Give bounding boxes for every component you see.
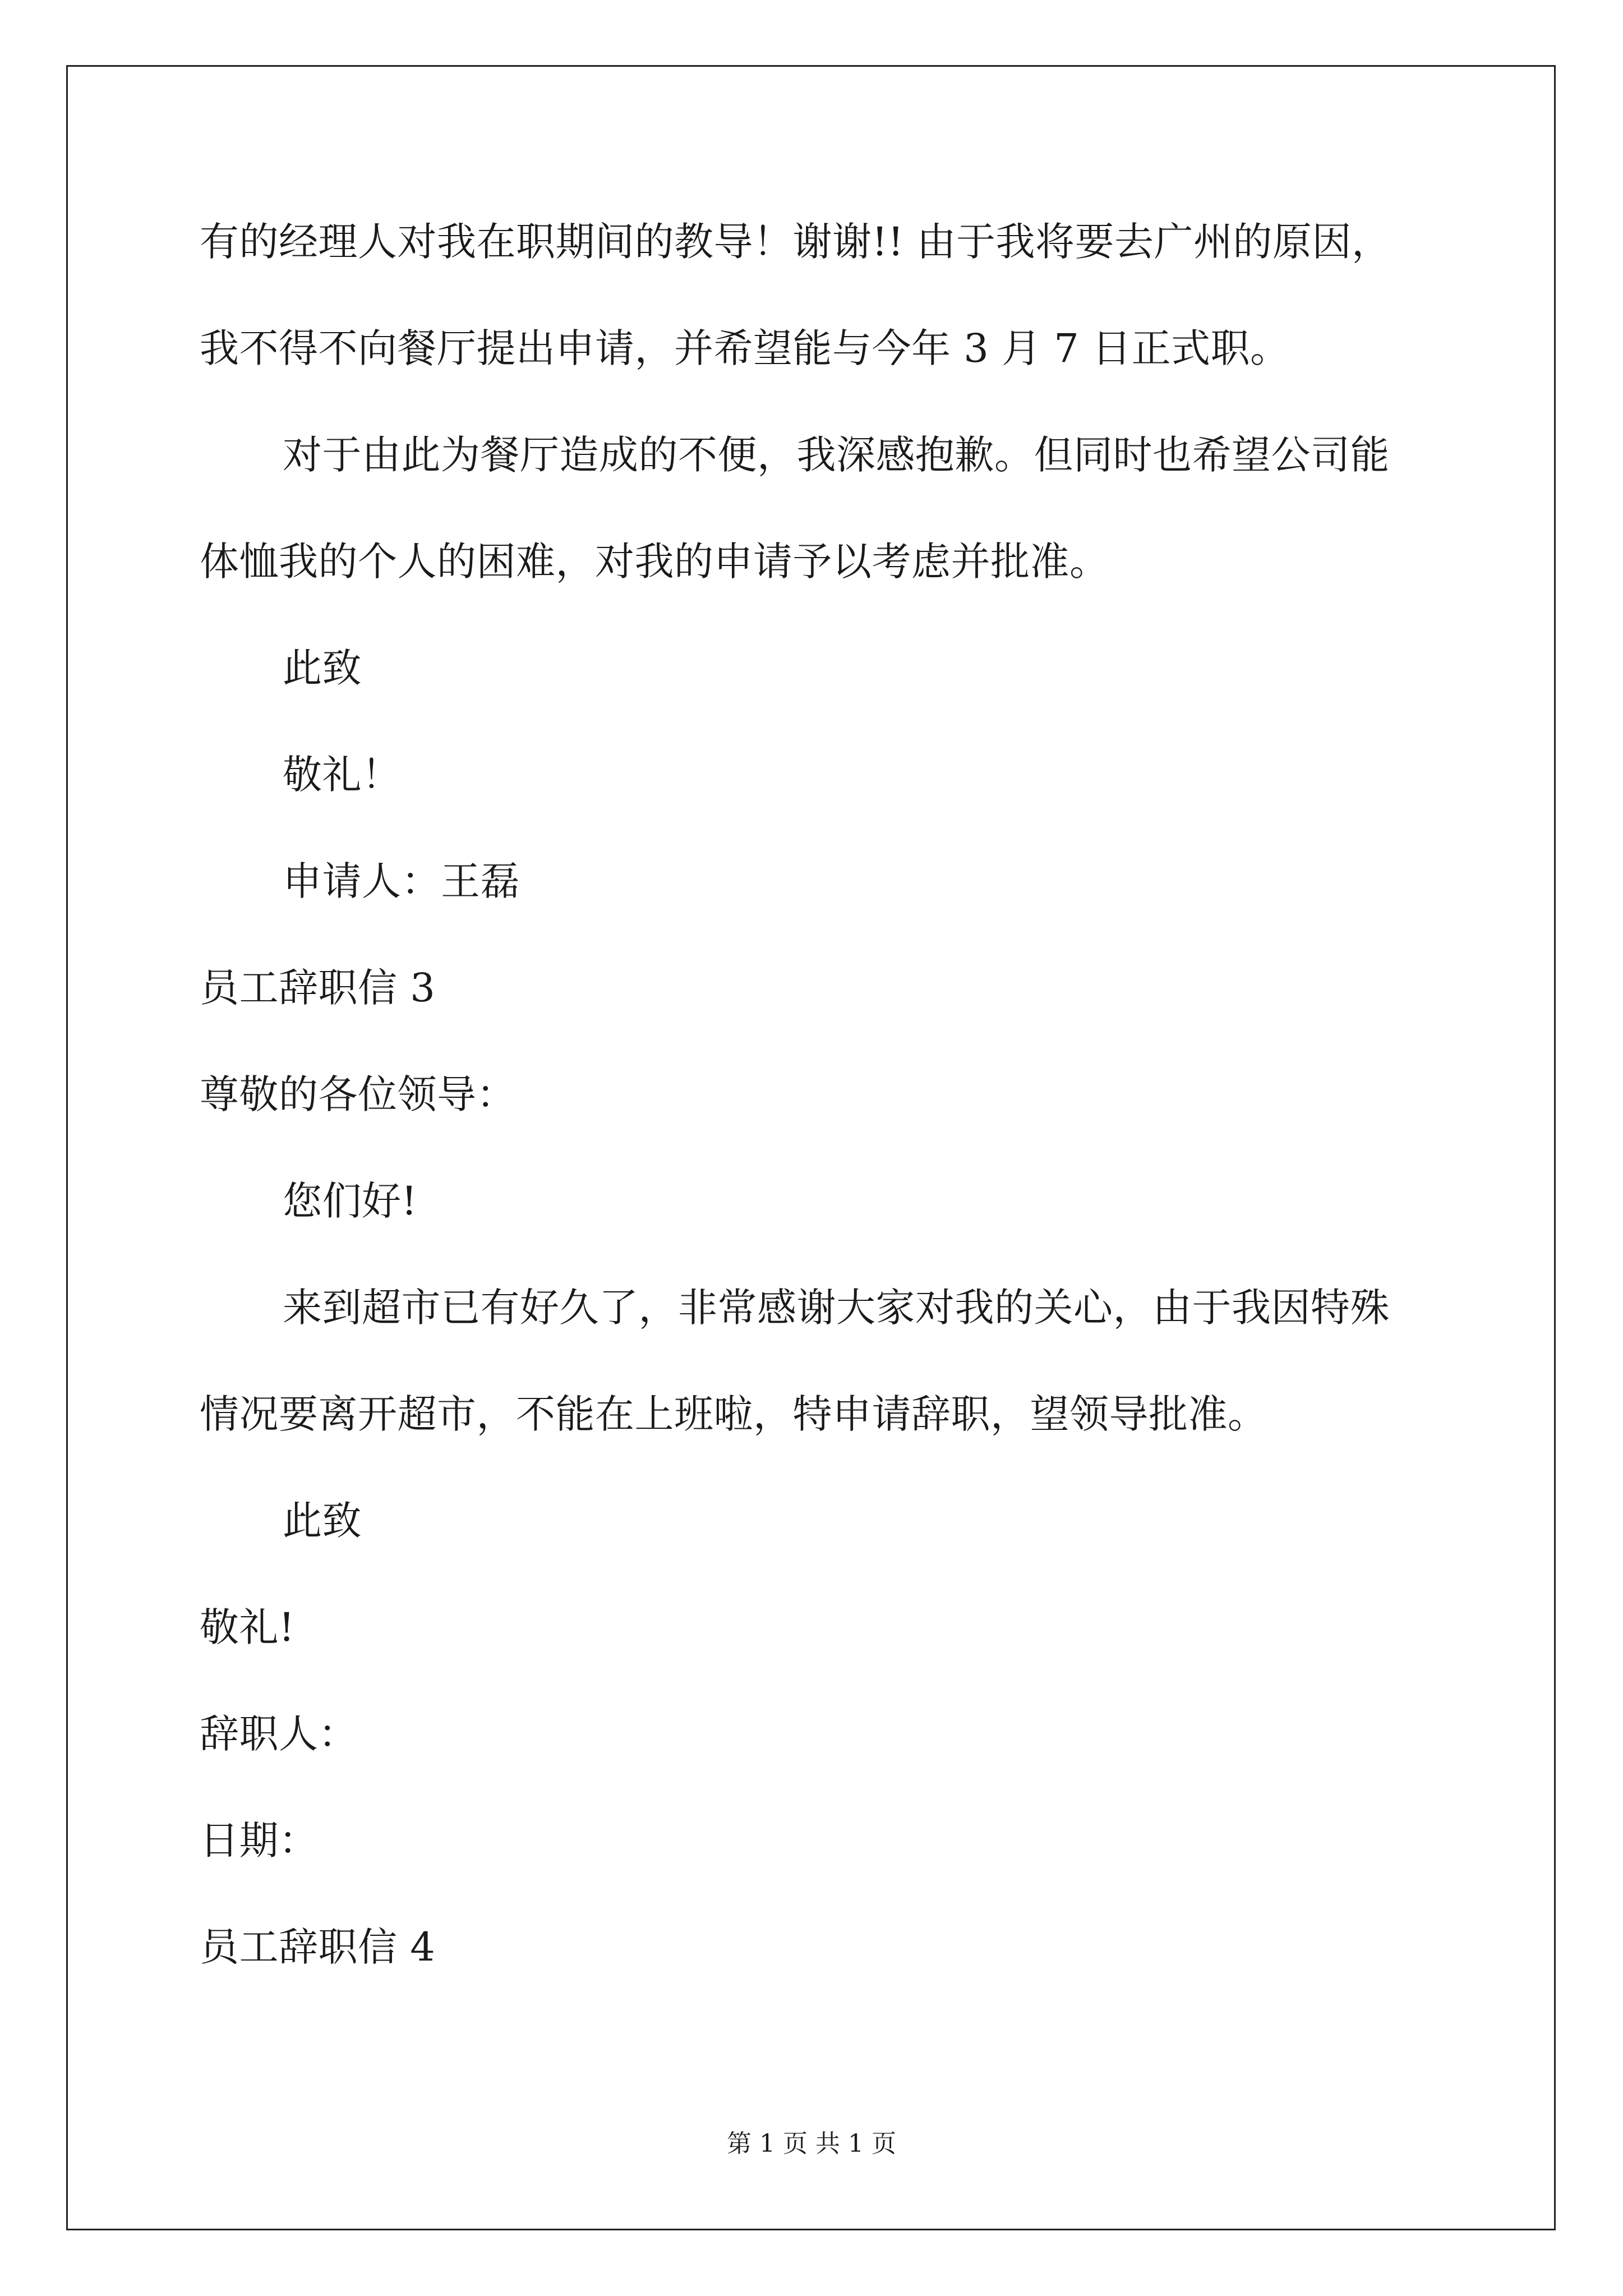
line-text: 日期： bbox=[200, 1818, 319, 1864]
section-heading bbox=[200, 1924, 1433, 2034]
text-line bbox=[200, 1818, 1433, 1927]
line-text: 对于由此为餐厅造成的不便，我深感抱歉。但同时也希望公司能 bbox=[283, 432, 1390, 478]
line-text: 我不得不向餐厅提出申请，并希望能与今年 3 月 7 日正式职。 bbox=[200, 325, 1290, 371]
line-text: 此致 bbox=[283, 1498, 362, 1544]
text-line bbox=[200, 645, 1433, 755]
line-text: 尊敬的各位领导： bbox=[200, 1071, 516, 1117]
text-line bbox=[200, 1391, 1433, 1501]
text-line bbox=[200, 858, 1433, 968]
text-line bbox=[200, 1071, 1433, 1181]
line-text: 辞职人： bbox=[200, 1711, 358, 1757]
section-heading bbox=[200, 965, 1433, 1075]
text-line bbox=[200, 539, 1433, 648]
line-text: 来到超市已有好久了，非常感谢大家对我的关心，由于我因特殊 bbox=[283, 1285, 1390, 1331]
line-text: 敬礼！ bbox=[283, 752, 402, 798]
line-text: 此致 bbox=[283, 645, 362, 691]
text-line bbox=[200, 1285, 1433, 1395]
line-text: 申请人：王磊 bbox=[283, 858, 520, 904]
page-number: 第 1 页 共 1 页 bbox=[727, 2129, 896, 2158]
text-line bbox=[200, 432, 1433, 542]
text-line bbox=[200, 1498, 1433, 1608]
line-text: 有的经理人对我在职期间的教导！谢谢!! 由于我将要去广州的原因， bbox=[200, 219, 1391, 265]
text-line bbox=[200, 325, 1433, 435]
text-line bbox=[200, 1178, 1433, 1288]
line-text: 体恤我的个人的困难，对我的申请予以考虑并批准。 bbox=[200, 539, 1109, 585]
text-line bbox=[200, 1604, 1433, 1714]
page-footer bbox=[0, 2129, 1623, 2158]
text-line bbox=[200, 1711, 1433, 1821]
line-text: 您们好! bbox=[283, 1178, 418, 1224]
document-body bbox=[200, 219, 1433, 2034]
line-text: 员工辞职信 3 bbox=[200, 965, 436, 1011]
line-text: 敬礼! bbox=[200, 1604, 295, 1650]
line-text: 情况要离开超市，不能在上班啦，特申请辞职，望领导批准。 bbox=[200, 1391, 1267, 1437]
line-text: 员工辞职信 4 bbox=[200, 1924, 436, 1970]
text-line bbox=[200, 752, 1433, 862]
text-line bbox=[200, 219, 1433, 329]
